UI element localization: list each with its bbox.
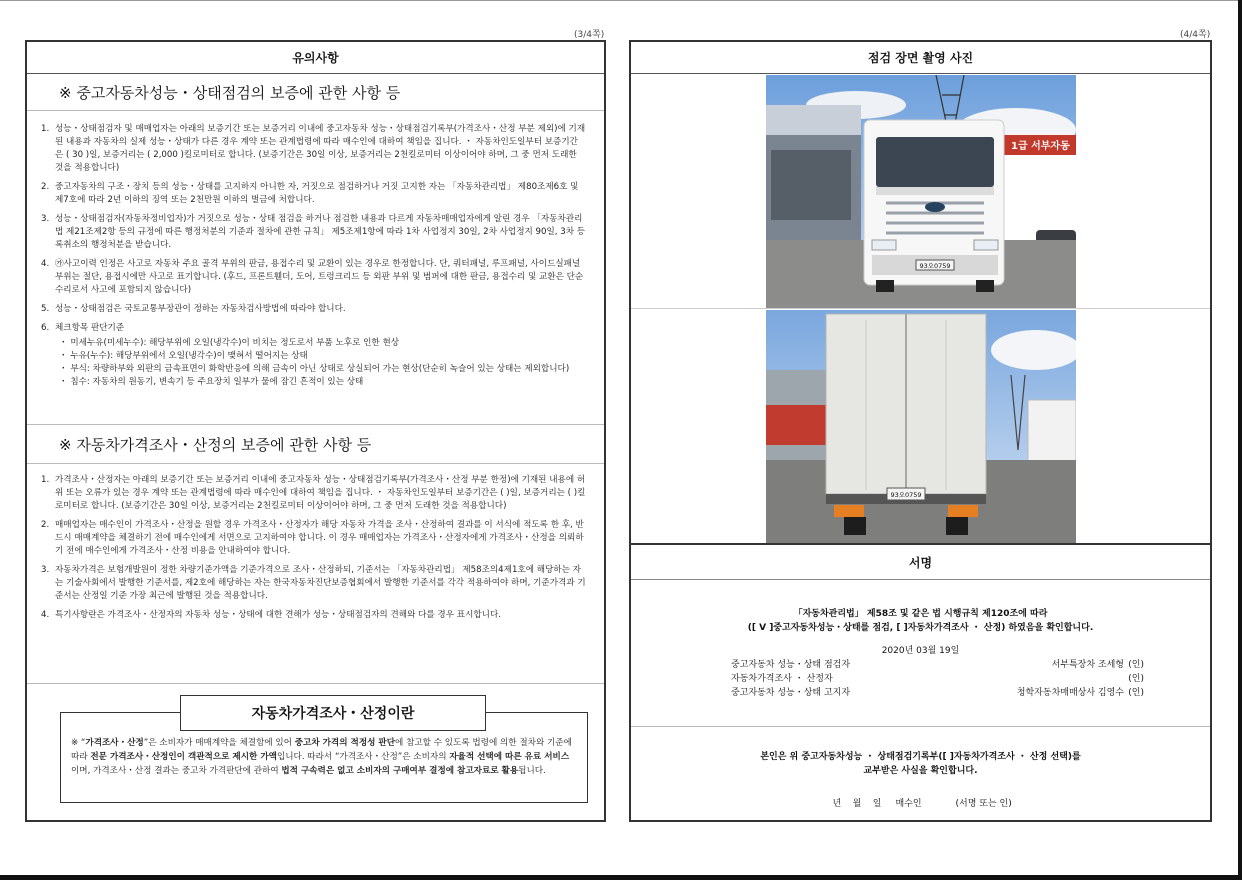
signer-name: 청학자동차매매상사 김영수 (1016, 688, 1124, 698)
list-item (27, 564, 604, 603)
signer-role: 자동차가격조사 ・ 산정자 (731, 674, 833, 684)
notice-text-6: 전문 가격조사・산정인이 객관적으로 제시한 가액 (90, 752, 277, 762)
list-item-text: 가격조사・산정자는 아래의 보증기간 또는 보증거리 이내에 중고자동차 성능・상태점검기록부(가격조사・산정 부분 한정)에 기재된 내용에 허위 또는 오류가 있는 경우 계약 또는 관계법령에 따라 매수인에 대하여 책임을 집니다. ・ 자동차인도일부터 보증기간은 ( )일, 보증거리는 ( )킬로미터로 합니다. (보증기간은 30일 이상, 보증거리는 2천킬로미터 이상이어야 하며, 그 중 먼저 도래한 것을 적용합니다) (55, 475, 586, 511)
list-item (27, 181, 604, 207)
list-item (27, 303, 604, 316)
notice-text-3: ”은 소비자가 매매계약을 체결함에 있어 (143, 738, 295, 748)
frame-top (0, 0, 1242, 1)
list-item (27, 474, 604, 513)
list-item-text: 성능・상태점검은 국토교통부장관이 정하는 자동차검사방법에 따라야 합니다. (55, 304, 346, 314)
notice-title: 자동차가격조사・산정이란 (180, 695, 486, 731)
notice-area (27, 684, 604, 821)
notice-text-7: 입니다. 따라서 “가격조사・산정”은 소비자의 (276, 752, 450, 762)
building-sign-text: 1급 서부자동 (1011, 141, 1070, 152)
front-inspection-photo (766, 75, 1076, 308)
photo-header: 점검 장면 촬영 사진 (631, 42, 1210, 74)
frame-bottom-edge (0, 875, 1242, 880)
list-item (27, 213, 604, 252)
section2-list (27, 474, 604, 622)
signer-row (631, 683, 1210, 697)
list-item-number: 1. (41, 475, 50, 485)
law-line-1: 「자동차관리법」 제58조 및 같은 법 시행규칙 제120조에 따라 (793, 609, 1048, 619)
signer-row (631, 669, 1210, 683)
list-item-text: 성능・상태점검자 및 매매업자는 아래의 보증기간 또는 보증거리 이내에 중고자동차 성능・상태점검기록부(가격조사・산정 부분 제외)에 기재된 내용과 자동차의 실제 성능・상태가 다른 경우 계약 또는 관계법령에 따라 매수인에 대하여 책임을 집니다. ・ 자동차인도일부터 보증기간은 ( 30 )일, 보증거리는 ( 2,000 )킬로미터로 합니다. (보증기간은 30일 이상, 보증거리는 2천킬로미터 이상이어야 하며, 그 중 먼저 도래한 것을 적용합니다) (55, 124, 586, 173)
notice-text-8: 자율적 선택에 따른 유료 서비스 (449, 752, 570, 762)
criteria-item: ・ 부식: 차량하부와 외판의 금속표면이 화학반응에 의해 금속이 아닌 상태로 상실되어 가는 현상(단순히 녹슬어 있는 상태는 제외합니다) (59, 364, 570, 374)
buyer-line-1: 본인은 위 중고자동차성능 ・ 상태점검기록부([ ]자동차가격조사 ・ 산정 선택)를 (760, 752, 1081, 762)
list-item-text: 중고자동차의 구조・장치 등의 성능・상태를 고지하지 아니한 자, 거짓으로 점검하거나 거짓 고지한 자는 「자동차관리법」 제80조제6호 및 제7호에 따라 2년 이하의 징역 또는 2천만원 이하의 벌금에 처합니다. (55, 182, 579, 205)
list-item-number: 3. (41, 214, 50, 224)
notice-text-9: 이며, 가격조사・산정 결과는 중고차 가격판단에 관하여 (71, 766, 282, 776)
signer-seal: (인) (1128, 660, 1144, 670)
list-item-number: 4. (41, 610, 50, 620)
signer-name: 서부특장차 조세형 (1051, 660, 1124, 670)
list-item-text: 성능・상태점검자(자동차정비업자)가 거짓으로 성능・상태 점검을 하거나 점검한 내용과 다르게 자동차매매업자에게 알린 경우 「자동차관리법 제21조제2항 등의 규정에 따른 행정처분의 기준과 절차에 관한 규칙」 제5조제1항에 따라 1차 사업정지 30일, 2차 사업정지 90일, 3차 등록취소의 행정처분을 받습니다. (55, 214, 586, 250)
notice-text-4: 중고차 가격의 적정성 판단 (294, 738, 396, 748)
notice-text (71, 736, 577, 778)
notice-text-10: 법적 구속력은 없고 소비자의 구매여부 결정에 참고자료로 활용 (281, 766, 519, 776)
sign-header: 서명 (631, 543, 1210, 580)
list-item-number: 6. (41, 323, 50, 333)
list-item-text: 특기사항란은 가격조사・산정자의 자동차 성능・상태에 대한 견해가 성능・상태점검자의 견해와 다를 경우 표시합니다. (55, 610, 502, 620)
signer-seal: (인) (1128, 688, 1144, 698)
buyer-date: 년 월 일 (832, 799, 882, 809)
buyer-role: 매수인 (895, 799, 922, 809)
list-item-text: 체크항목 판단기준 (55, 323, 125, 333)
buyer-seal: (서명 또는 인) (955, 799, 1012, 809)
rear-inspection-photo (766, 310, 1076, 543)
buyer-sign-row (821, 786, 1012, 819)
section1-subitems (27, 337, 604, 389)
notice-text-1: ※ “ (71, 738, 86, 748)
list-item-text: ㉮사고이력 인정은 사고로 자동차 주요 골격 부위의 판금, 용접수리 및 교환이 있는 경우로 한정합니다. 단, 쿼터패널, 루프패널, 사이드실패널 부위는 절단, 용접시에만 사고로 표기합니다. (후드, 프론트휀더, 도어, 트렁크리드 등 외판 부위 및 범퍼에 대한 판금, 용접수리 및 교환은 단순수리로서 사고에 포함되지 않습니다) (55, 259, 584, 295)
notice-text-11: 됩니다. (518, 766, 546, 776)
section2-title: ※ 자동차가격조사・산정의 보증에 관한 사항 등 (27, 425, 604, 464)
notes-header: 유의사항 (27, 42, 604, 74)
list-item (27, 519, 604, 558)
signer-rows (631, 655, 1210, 697)
notice-text-2: 가격조사・산정 (85, 738, 144, 748)
rear-truck-image (766, 310, 1076, 543)
front-truck-image (766, 75, 1076, 308)
list-item-text: 매매업자는 매수인이 가격조사・산정을 원할 경우 가격조사・산정자가 해당 자동차 가격을 조사・산정하여 결과를 이 서식에 적도록 한 후, 반드시 매매계약을 체결하기 전에 매수인에게 서면으로 고지하여야 합니다. 이 경우 매매업자는 가격조사・산정자에게 가격조사・산정을 의뢰하기 전에 매수인에게 가격조사・산정 비용을 안내하여야 합니다. (55, 520, 584, 556)
notice-text-5: 에 참고할 수 있도록 법령에 의한 절차와 기준에 따라 (71, 738, 572, 762)
list-item-text: 자동차가격은 보험개발원이 정한 차량기준가액을 기준가격으로 조사・산정하되, 기준서는 「자동차관리법」 제58조의4제1호에 해당하는 자는 기술사회에서 발행한 기준서를, 제2호에 해당하는 자는 한국자동차진단보증협회에서 발행한 기준서를 각각 적용하여야 하며, 기준가격과 기준서는 산정일 기준 가장 최근에 발행된 것을 적용합니다. (55, 565, 586, 601)
page-number-right: (4/4쪽) (1180, 30, 1211, 40)
buyer-line-2: 교부받은 사실을 확인합니다. (863, 766, 978, 776)
list-item-number: 5. (41, 304, 50, 314)
signer-seal: (인) (1128, 674, 1144, 684)
list-item (27, 123, 604, 175)
section1-list (27, 123, 604, 335)
list-item (27, 322, 604, 335)
criteria-item: ・ 미세누유(미세누수): 해당부위에 오일(냉각수)이 비치는 정도로서 부품 노후로 인한 현상 (59, 338, 400, 348)
front-license-plate: 93오0759 (919, 262, 951, 270)
section1-title: ※ 중고자동차성능・상태점검의 보증에 관한 사항 등 (27, 74, 604, 111)
sign-divider (631, 726, 1210, 727)
section2-body (27, 464, 604, 684)
list-item-number: 1. (41, 124, 50, 134)
signer-row (631, 655, 1210, 669)
list-item-number: 4. (41, 259, 50, 269)
notes-panel (25, 40, 606, 822)
signer-role: 중고자동차 성능・상태 고지자 (731, 688, 851, 698)
frame-right-edge (1238, 0, 1242, 880)
law-line-2: ([ V ]중고자동차성능・상태를 점검, [ ]자동차가격조사 ・ 산정) 하였음을 확인합니다. (747, 623, 1094, 633)
list-item (27, 258, 604, 297)
criteria-item: ・ 침수: 자동차의 원동기, 변속기 등 주요장치 일부가 물에 잠긴 흔적이 있는 상태 (59, 377, 364, 387)
page-number-left: (3/4쪽) (574, 30, 605, 40)
list-item (27, 609, 604, 622)
section1-body (27, 111, 604, 425)
photo-divider (631, 308, 1210, 309)
list-item-number: 2. (41, 520, 50, 530)
list-item-number: 3. (41, 565, 50, 575)
rear-license-plate: 93오0759 (890, 491, 922, 499)
signer-role: 중고자동차 성능・상태 점검자 (731, 660, 851, 670)
criteria-item: ・ 누유(누수): 해당부위에서 오일(냉각수)이 맺혀서 떨어지는 상태 (59, 351, 308, 361)
list-item-number: 2. (41, 182, 50, 192)
photo-sign-panel (629, 40, 1212, 822)
sign-date: 2020년 03월 19일 (881, 646, 960, 656)
